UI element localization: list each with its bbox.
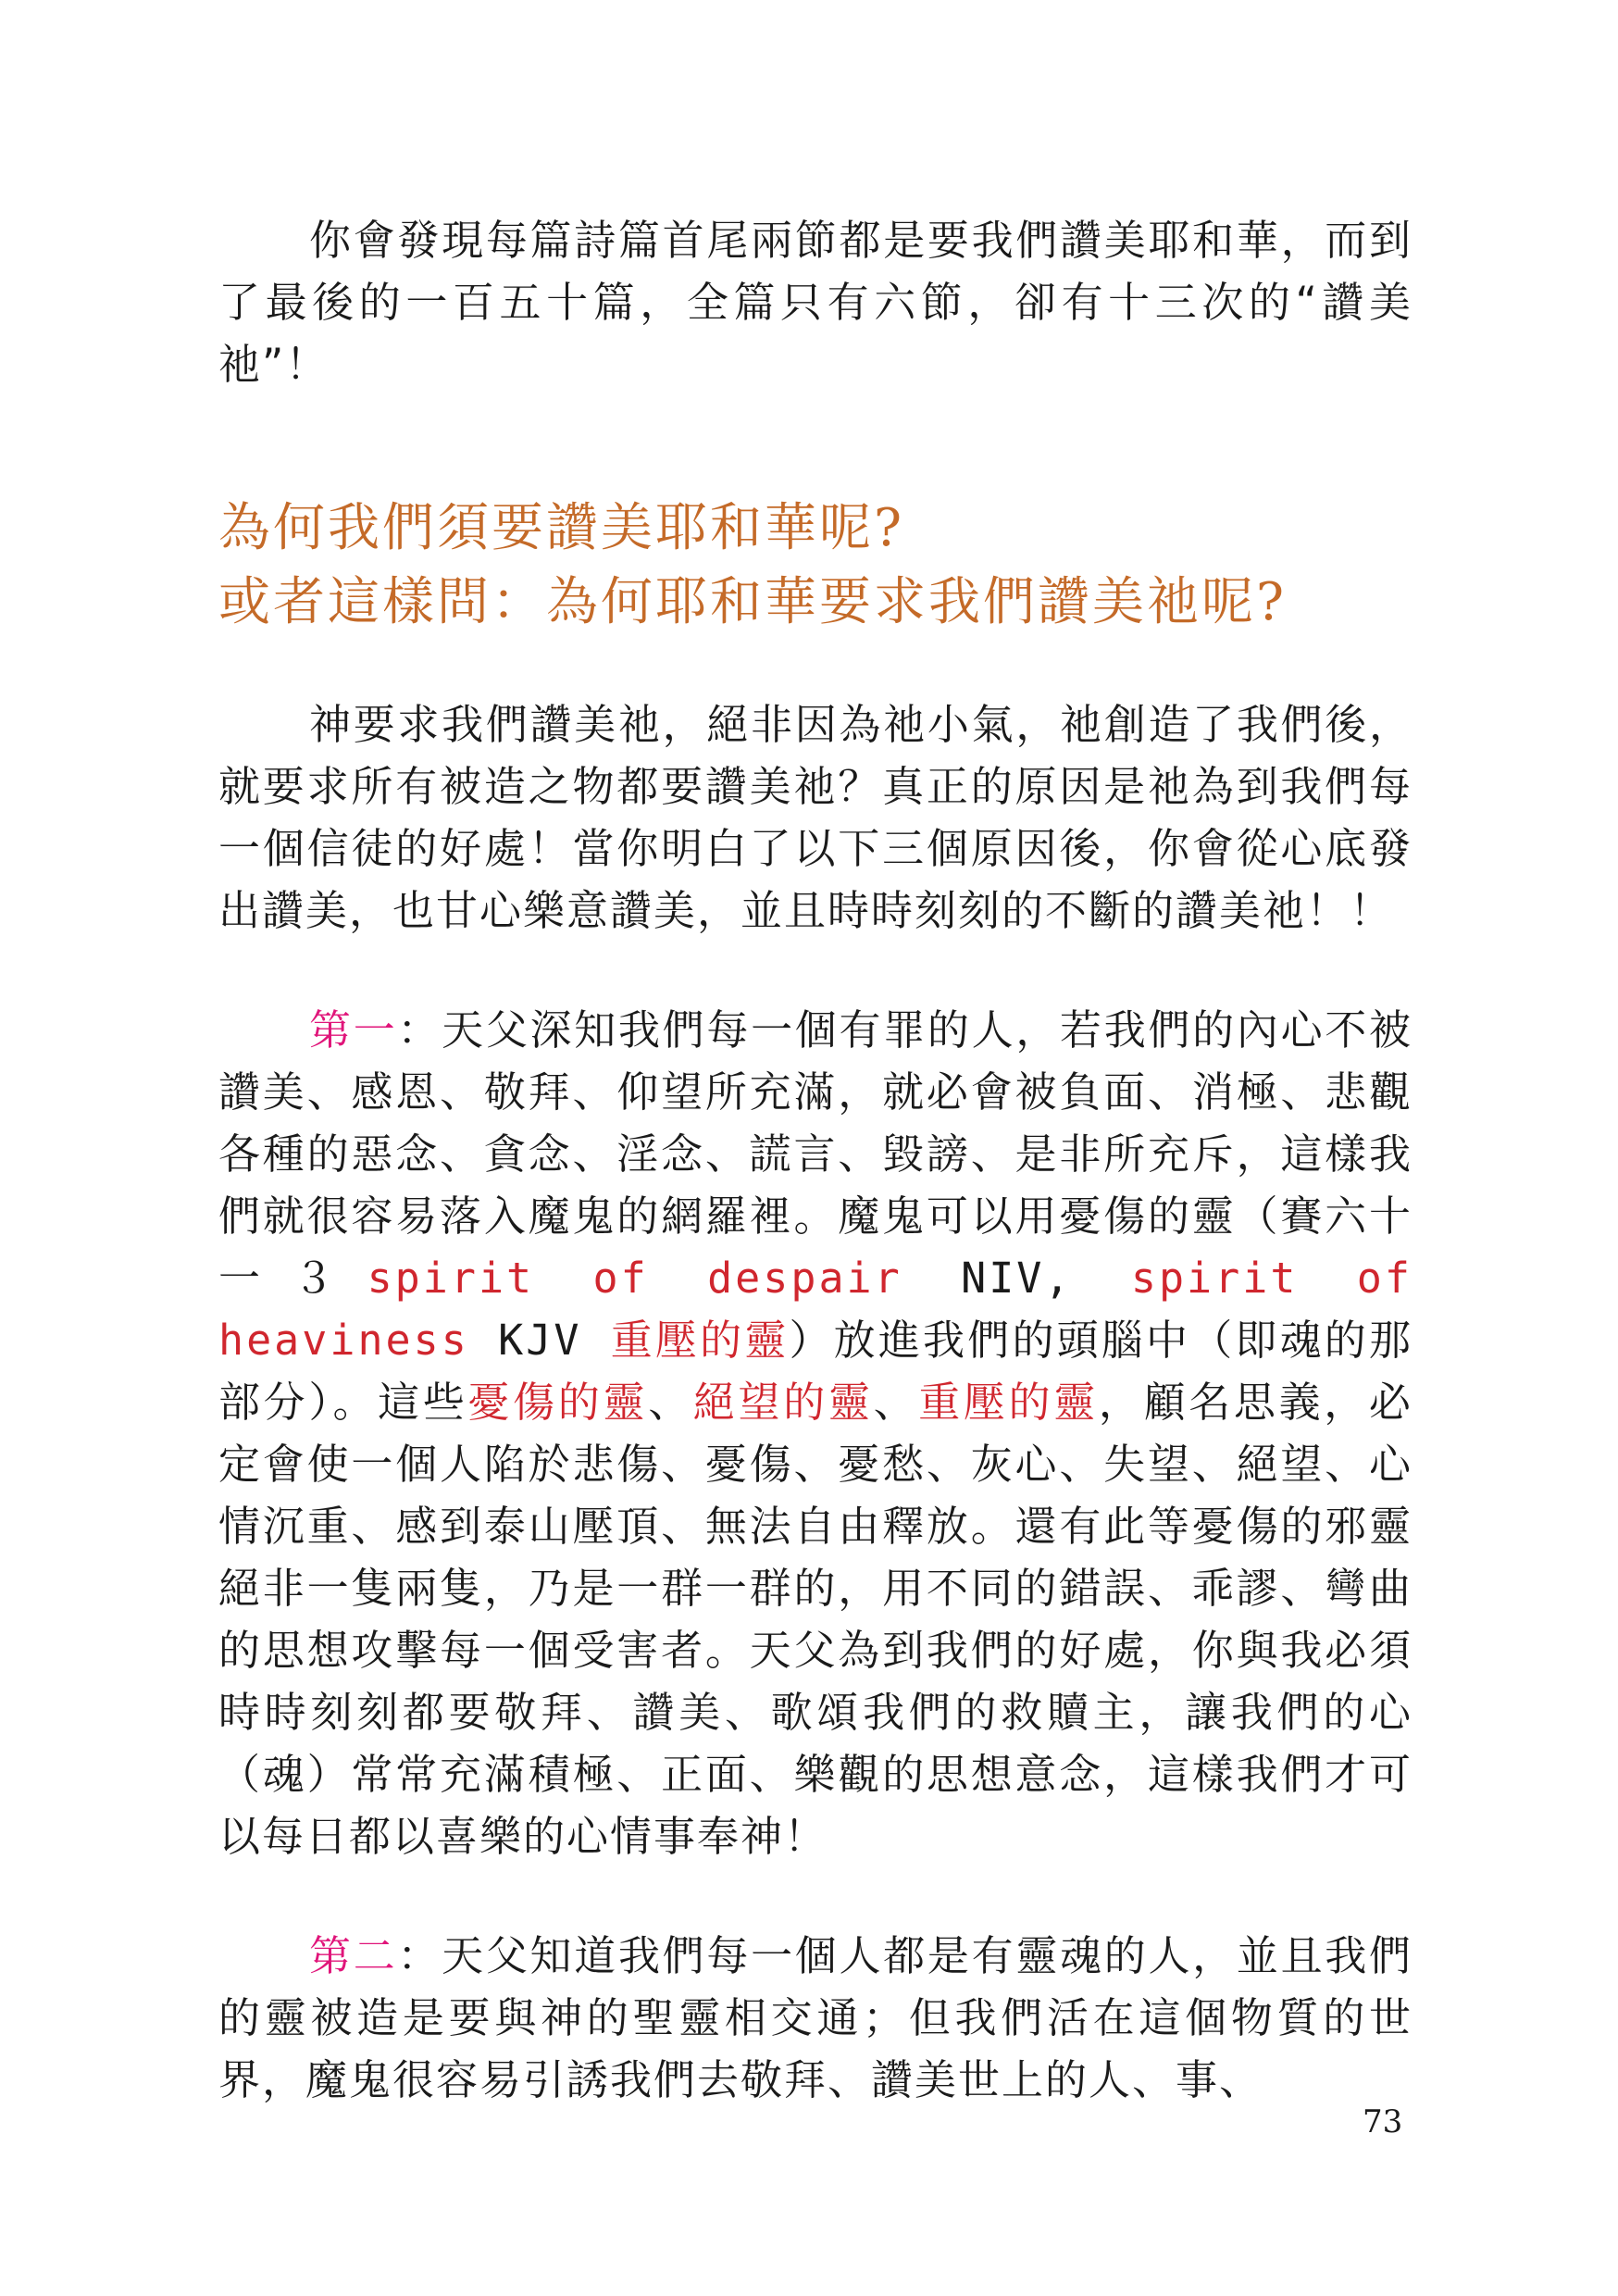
separator-2: 、: [873, 1378, 919, 1427]
page-body: [218, 209, 1413, 2111]
version-kjv: KJV: [468, 1316, 611, 1365]
point-one-text-a: ：天父深知我們每一個有罪的人，若我們的內心不被讚美、感恩、敬拜、仰望所充滿，就必會被負面、消極、悲觀各種的惡念、貪念、淫念、謊言、毀謗、是非所充斥，這樣我們就很容易落入魔鬼的網羅裡。魔鬼可以用憂傷的靈（: [218, 1005, 1413, 1241]
point-two-label: 第二: [309, 1931, 398, 1980]
version-niv: NIV,: [902, 1254, 1131, 1303]
page-number: 73: [1363, 2103, 1403, 2140]
english-term-heaviness: spirit of heaviness: [218, 1254, 1413, 1365]
chinese-term-heavy-spirit: 重壓的靈: [610, 1316, 790, 1365]
point-two-paragraph: [218, 1925, 1413, 2111]
section-heading: [218, 492, 1413, 640]
highlight-heavy-spirit: 重壓的靈: [918, 1378, 1099, 1427]
point-two-text: ：天父知道我們每一個人都是有靈魂的人，並且我們的靈被造是要與神的聖靈相交通；但我們活在這個物質的世界，魔鬼很容易引誘我們去敬拜、讚美世上的人、事、: [218, 1931, 1413, 2104]
highlight-despair-spirit: 絕望的靈: [692, 1378, 874, 1427]
intro-paragraph: 你會發現每篇詩篇首尾兩節都是要我們讚美耶和華，而到了最後的一百五十篇，全篇只有六節，卻有十三次的“讚美祂”！: [218, 216, 1413, 389]
section-heading-line-2: 或者這樣問：為何耶和華要求我們讚美祂呢?: [218, 572, 1288, 632]
highlight-sorrow-spirit: 憂傷的靈: [467, 1378, 649, 1427]
point-one-paragraph: [218, 999, 1413, 1867]
point-one-label: 第一: [309, 1005, 398, 1054]
english-term-despair: spirit of despair: [367, 1254, 902, 1303]
section-heading-line-1: 為何我們須要讚美耶和華呢?: [218, 498, 905, 558]
separator-1: 、: [648, 1378, 693, 1427]
point-one-text-c: ，顧名思義，必定會使一個人陷於悲傷、憂傷、憂愁、灰心、失望、絕望、心情沉重、感到泰山壓頂、無法自由釋放。還有此等憂傷的邪靈絕非一隻兩隻，乃是一群一群的，用不同的錯誤、乖謬、彎曲的思想攻擊每一個受害者。天父為到我們的好處，你與我必須時時刻刻都要敬拜、讚美、歌頌我們的救贖主，讓我們的心（魂）常常充滿積極、正面、樂觀的思想意念，這樣我們才可以每日都以喜樂的心情事奉神！: [218, 1378, 1413, 1861]
point-one-text-b: ）放進我們的頭腦中（即魂的那部分）。這些: [218, 1316, 1413, 1427]
reason-intro-paragraph: 神要求我們讚美祂，絕非因為祂小氣，祂創造了我們後，就要求所有被造之物都要讚美祂？真正的原因是祂為到我們每一個信徒的好處！當你明白了以下三個原因後，你會從心底發出讚美，也甘心樂意讚美，並且時時刻刻的不斷的讚美祂！！: [218, 700, 1413, 935]
scripture-reference: 賽六十一３: [218, 1192, 1413, 1303]
